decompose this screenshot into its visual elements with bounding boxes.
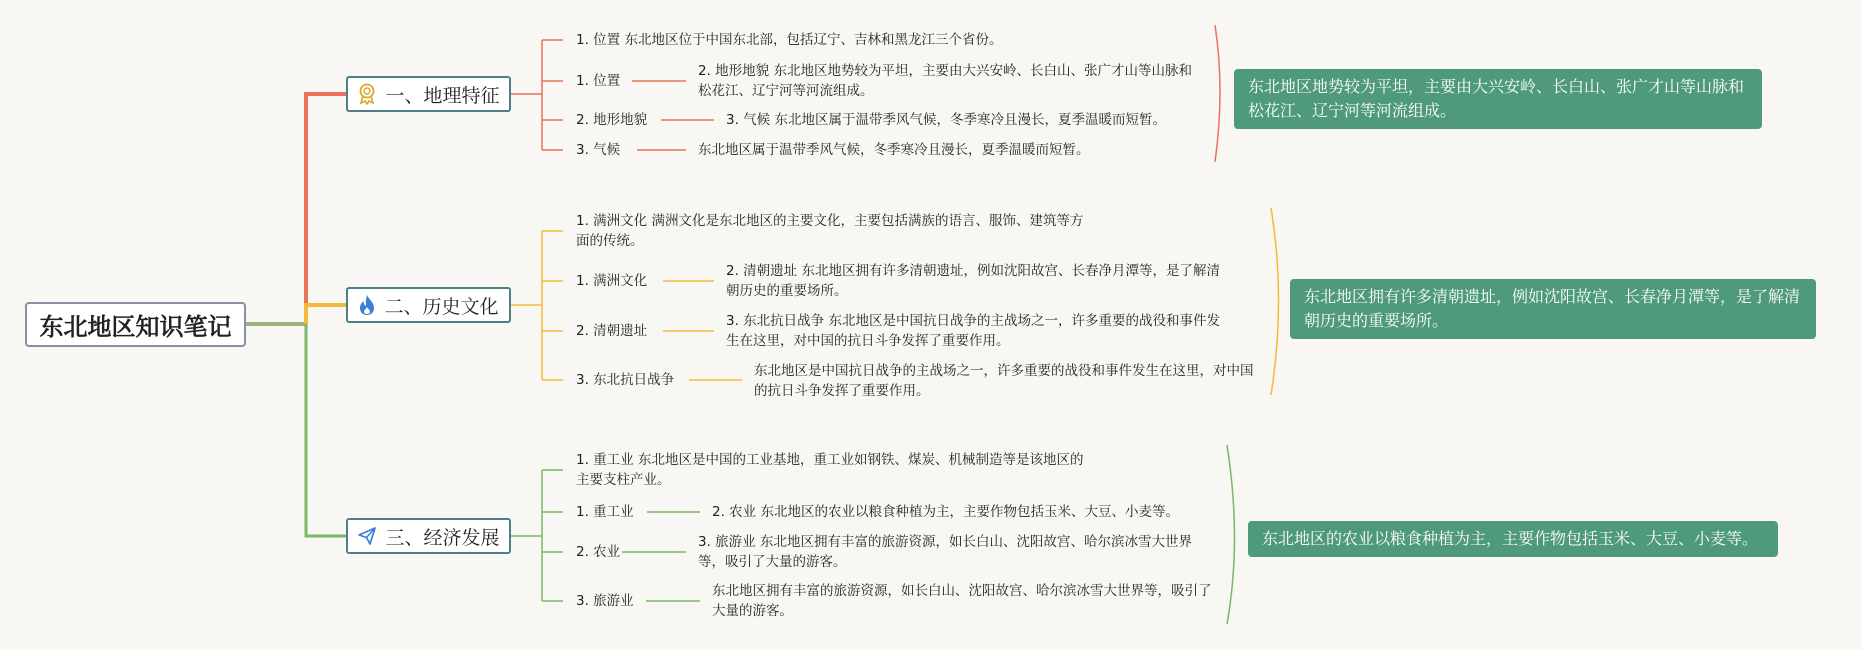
summary-note[interactable]: 东北地区地势较为平坦，主要由大兴安岭、长白山、张广才山等山脉和松花江、辽宁河等河流组成。 bbox=[1234, 69, 1762, 129]
detail-text[interactable]: 东北地区属于温带季风气候，冬季寒冷且漫长，夏季温暖而短暂。 bbox=[698, 142, 1090, 158]
branch-title: 三、经济发展 bbox=[385, 526, 500, 549]
list-item[interactable]: 1. 位置 bbox=[576, 73, 621, 89]
paper-plane-icon bbox=[357, 526, 377, 546]
branch-history-culture[interactable] bbox=[346, 287, 511, 323]
detail-text[interactable]: 2. 地形地貌 东北地区地势较为平坦，主要由大兴安岭、长白山、张广才山等山脉和松花江、辽宁河等河流组成。 bbox=[698, 63, 1192, 99]
list-item[interactable]: 3. 旅游业 bbox=[576, 593, 634, 609]
list-item[interactable]: 1. 重工业 东北地区是中国的工业基地，重工业如钢铁、煤炭、机械制造等是该地区的主要支柱产业。 bbox=[576, 452, 1084, 488]
list-item[interactable]: 2. 地形地貌 bbox=[576, 112, 648, 128]
detail-text[interactable]: 东北地区是中国抗日战争的主战场之一，许多重要的战役和事件发生在这里，对中国的抗日斗争发挥了重要作用。 bbox=[754, 363, 1254, 399]
list-item[interactable]: 3. 东北抗日战争 bbox=[576, 372, 675, 388]
branch-economy[interactable] bbox=[346, 518, 511, 554]
detail-text[interactable]: 2. 清朝遗址 东北地区拥有许多清朝遗址，例如沈阳故宫、长春净月潭等，是了解清朝历史的重要场所。 bbox=[726, 263, 1220, 299]
summary-note[interactable]: 东北地区的农业以粮食种植为主，主要作物包括玉米、大豆、小麦等。 bbox=[1248, 521, 1778, 557]
detail-text[interactable]: 3. 气候 东北地区属于温带季风气候，冬季寒冷且漫长，夏季温暖而短暂。 bbox=[726, 112, 1166, 128]
list-item[interactable]: 2. 清朝遗址 bbox=[576, 323, 648, 339]
branch-title: 二、历史文化 bbox=[384, 295, 499, 318]
flame-icon bbox=[358, 294, 376, 316]
list-item[interactable]: 3. 气候 bbox=[576, 142, 621, 158]
medal-icon bbox=[357, 83, 377, 105]
list-item[interactable]: 1. 满洲文化 满洲文化是东北地区的主要文化，主要包括满族的语言、服饰、建筑等方面的传统。 bbox=[576, 213, 1084, 249]
detail-text[interactable]: 3. 东北抗日战争 东北地区是中国抗日战争的主战场之一，许多重要的战役和事件发生在这里，对中国的抗日斗争发挥了重要作用。 bbox=[726, 313, 1220, 349]
branch1-connector bbox=[306, 94, 346, 324]
list-item[interactable]: 1. 位置 东北地区位于中国东北部，包括辽宁、吉林和黑龙江三个省份。 bbox=[576, 32, 1003, 48]
detail-text[interactable]: 东北地区拥有丰富的旅游资源，如长白山、沈阳故宫、哈尔滨冰雪大世界等，吸引了大量的游客。 bbox=[712, 583, 1212, 619]
root-topic[interactable]: 东北地区知识笔记 bbox=[25, 302, 246, 347]
branch2-connector bbox=[306, 305, 346, 324]
branch-geography[interactable] bbox=[346, 76, 511, 112]
detail-text[interactable]: 2. 农业 东北地区的农业以粮食种植为主，主要作物包括玉米、大豆、小麦等。 bbox=[712, 504, 1179, 520]
list-item[interactable]: 2. 农业 bbox=[576, 544, 621, 560]
list-item[interactable]: 1. 重工业 bbox=[576, 504, 634, 520]
summary-note[interactable]: 东北地区拥有许多清朝遗址，例如沈阳故宫、长春净月潭等，是了解清朝历史的重要场所。 bbox=[1290, 279, 1816, 339]
branch3-connector bbox=[306, 324, 346, 536]
branch-title: 一、地理特征 bbox=[385, 84, 500, 107]
list-item[interactable]: 1. 满洲文化 bbox=[576, 273, 648, 289]
detail-text[interactable]: 3. 旅游业 东北地区拥有丰富的旅游资源，如长白山、沈阳故宫、哈尔滨冰雪大世界等，吸引了大量的游客。 bbox=[698, 534, 1192, 570]
